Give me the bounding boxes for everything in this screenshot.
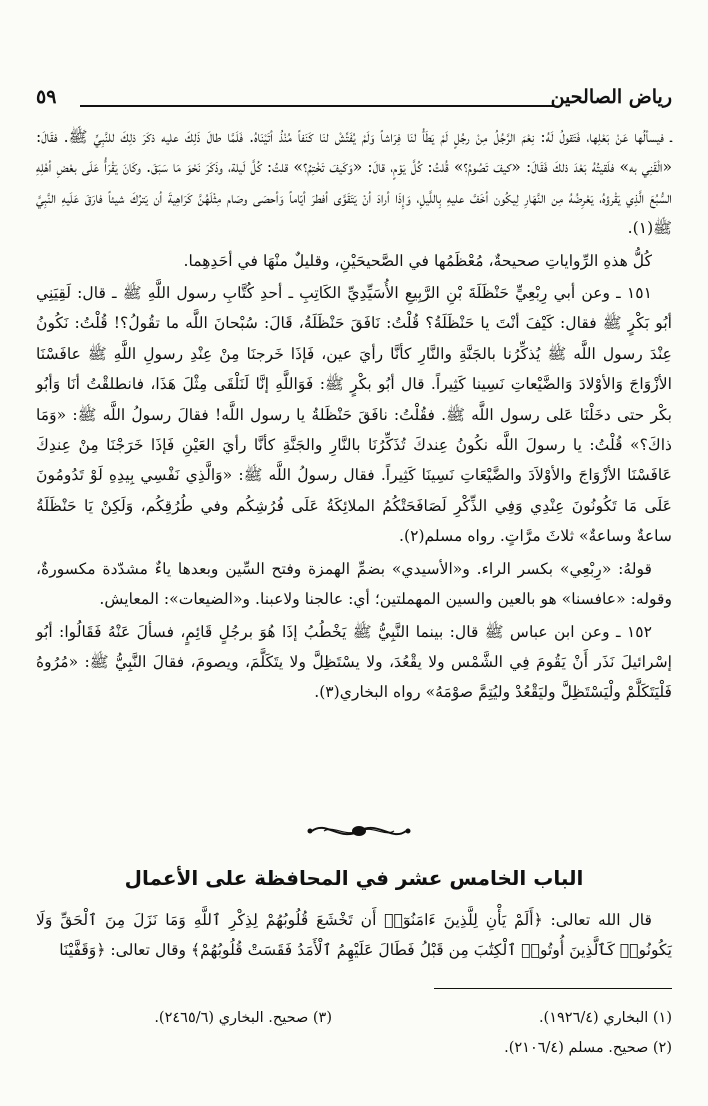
book-title: رياض الصالحين: [550, 86, 672, 108]
header-rule: [80, 105, 554, 107]
paragraph: ـ فيسألُها عَنْ بَعْلِها، فَتَقولُ لَهُ: نِعْمَ الرَّجُلُ مِنْ رجُلٍ لَمْ يَطَأْ لنَا فِرَاشاً وَلَمْ يُفَتِّشْ لنَا كَنَفاً مُنْذُ أتَيْنَاهُ. فَلَمَّا طالَ ذَلِكَ عليه ذكَرَ ذلِكَ للنَّبِيِّ ﷺ. فقَالَ: «الْقَنِي به» فلَقيتُهُ بَعْدَ ذلكَ فَقَالَ: «كيفَ تَصُومُ؟» قُلتُ: كُلَّ يَوْمٍ، قالَ: «وَكَيفَ تَخْتِمُ؟» قلتُ: كُلَّ لَيلة، وذَكَرَ نَحْوَ مَا سَبَقَ. وكَانَ يَقْرَأُ عَلَى بعْضِ أهْلِهِ السُّبُعَ الَّذِي يَقْرؤهُ، يَعْرِضُهُ مِن النَّهَارِ لِيكُون أخَفَّ عليهِ بِاللَّيلِ، وَإِذَا أرادَ أنْ يَتَقَوَّى أفطرَ أيّاماً وَأحصَى وصَام مِثْلَهُنَّ كَرَاهِيةَ أن يَترُكَ شيئاً فارَقَ عَلَيهِ النَّبِيَّ ﷺ(١).: [36, 128, 672, 238]
footnote-row: [36, 1004, 672, 1034]
footnote-3: (٣) صحيح. البخاري (٢٤٦٥/٦).: [154, 1010, 332, 1026]
hadith-152: ١٥٢ ـ وعن ابن عباس ﷺ قال: بينما النَّبِيُّ ﷺ يَخْطُبُ إذَا هُوَ برجُلٍ قَائِمٍ، فسألَ عَنْهُ فَقَالُوا: أبُو إسْرائيلَ نَذَر أَنْ يَقُومَ فِي الشَّمْس ولا يقْعُدَ، ولا يسْتَظِلَّ ولا يتَكَلَّمَ، ويصومَ، فقالَ النَّبِيُّ ﷺ: «مُرُوهُ فَلْيَتَكَلَّمْ ولْيَسْتَظِلَّ وليَقْعُدْ وليُتِمَّ صوْمَهُ» رواه البخاري(٣).: [36, 622, 672, 702]
chapter-text: [36, 905, 672, 965]
footnote-rule: [434, 988, 672, 989]
chapter-title: الباب الخامس عشر في المحافظة على الأعمال: [124, 866, 584, 890]
main-text: [36, 122, 672, 708]
paragraph: قال الله تعالى: ﴿أَلَمْ يَأْنِ لِلَّذِينَ ءَامَنُوٓا۟ أَن تَخْشَعَ قُلُوبُهُمْ لِذِكْرِ ٱللَّهِ وَمَا نَزَلَ مِنَ ٱلْحَقِّ وَلَا يَكُونُوا۟ كَٱلَّذِينَ أُوتُوا۟ ٱلْكِتَٰبَ مِن قَبْلُ فَطَالَ عَلَيْهِمُ ٱلْأَمَدُ فَقَسَتْ قُلُوبُهُمْ﴾ وقال تعالى: ﴿وَقَفَّيْنَا: [36, 911, 672, 959]
section-divider-ornament: [304, 816, 414, 846]
running-header: [36, 86, 672, 112]
hadith-151: ١٥١ ـ وعن أبي رِبْعِيٍّ حَنْظَلَةَ بْنِ الرَّبِيعِ الأُسَيِّدِيِّ الكَاتِبِ ـ أحدِ كُتَّابِ رسول اللَّهِ ﷺ ـ قال: لَقِيَنِي أبُو بَكْرٍ ﷺ فقال: كَيْفَ أنْتَ يا حَنْظَلَةُ؟ قُلْتُ: نَافَقَ حَنْظَلَةُ، قَالَ: سُبْحانَ اللَّه ما تقُولُ؟! قُلْتُ: نَكُونُ عِنْدَ رسول اللَّه ﷺ يُذكِّرُنا بالجَنَّةِ والنَّارِ كأنَّا رأيَ عين، فَإذَا خَرجنَا مِنْ عِنْدِ رسولِ اللَّهِ ﷺ عافَسْنَا الأزْوَاجَ وَالأوْلادَ وَالضَّيْعاتِ نَسِينا كَثِيراً. قال أبُو بكْرٍ ﷺ: فَوَاللَّهِ إنَّا لَنَلْقَى مِثْلَ هَذَا، فانطلقْتُ أنَا وَأبُو بكْر حتى دخَلْنَا عَلى رسول اللَّه ﷺ. فقُلْتُ: نافَقَ حَنْظَلةُ يا رسول اللَّه! فقالَ رسولُ اللَّه ﷺ: «وَمَا ذاكَ؟» قُلْتُ: يا رسولَ اللَّه نكُونُ عِندكَ تُذَكِّرُنَا بالنَّارِ والجَنَّةِ كأنَّا رأيَ العَيْنِ فَإذَا خَرَجْنَا مِنْ عِندِكَ عَافَسْنَا الأزْوَاجَ والأوْلاَدَ والضَّيْعَاتِ نَسِينَا كَثِيراً. فقال رسولُ اللَّه ﷺ: «وَالَّذِي نَفْسِي بِيدِهِ لَوْ تَدُومُونَ عَلَى مَا تَكُونُونَ عِنْدِي وَفِي الذِّكْرِ لَصَافَحَتْكُمُ الملائِكَةُ عَلَى فُرُشِكُم وفي طُرُقِكُم، وَلَكِنْ يَا حَنْظَلَةُ ساعةٌ وساعةٌ» ثلاثَ مرَّاتٍ. رواه مسلم(٢).: [36, 284, 672, 546]
footnote-1: (١) البخاري (١٩٢٦/٤).: [538, 1010, 672, 1026]
paragraph: كُلُّ هذهِ الرِّواياتِ صحيحةٌ، مُعْظَمُها في الصَّحيحَيْنِ، وقليلٌ منْهَا في أحَدِهِما.: [183, 251, 652, 270]
footnote-row: [36, 1034, 672, 1064]
footnotes: [36, 1004, 672, 1064]
footnote-2: (٢) صحيح. مسلم (٢١٠٦/٤).: [504, 1040, 672, 1056]
page-number: ٥٩: [36, 86, 57, 108]
commentary: قولهُ: «رِبْعِي» بكسر الراء. و«الأسيدي» بضمِّ الهمزة وفتح السِّين وبعدها ياءٌ مشدّدة مكسورةٌ، وقوله: «عافسنا» هو بالعين والسين المهملتين؛ أي: عالجنا ولاعبنا. و«الضيعات»: المعايش.: [36, 559, 672, 609]
